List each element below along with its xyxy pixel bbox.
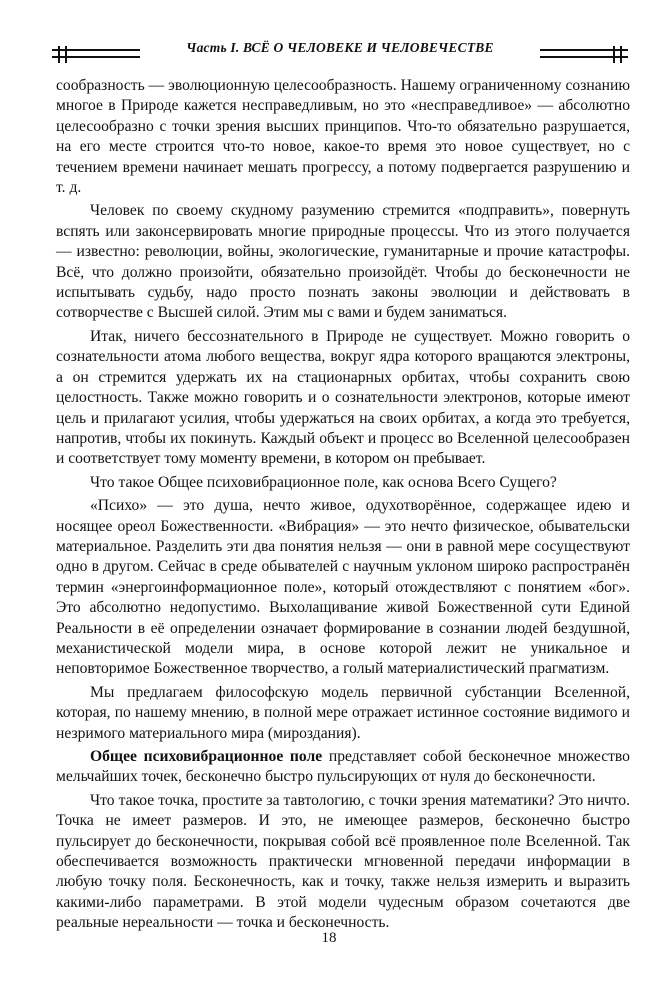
running-header	[52, 40, 628, 70]
body-text	[56, 76, 630, 937]
paragraph: Итак, ничего бессознательного в Природе не существует. Можно говорить о сознательности атома любого вещества, вокруг ядра которого вращаются электроны, а он стремится удержать их на стационарных орбитах, чтобы сохранить свою целостность. Также можно говорить и о сознательности электронов, которые имеют цель и прилагают усилия, чтобы удержаться на своих орбитах, а когда это требуется, напротив, чтобы их покинуть. Каждый объект и процесс во Вселенной целесообразен и соответствует тому моменту времени, в котором он пребывает.	[56, 327, 630, 468]
page-number: 18	[321, 930, 337, 946]
header-ornament-left	[52, 46, 140, 62]
paragraph: Мы предлагаем философскую модель первичной субстанции Вселенной, которая, по нашему мнению, в полной мере отражает истинное состояние видимого и незримого материального мира (мироздания).	[56, 683, 630, 742]
paragraph: «Психо» — это душа, нечто живое, одухотворённое, содержащее идею и носящее ореол Божественности. «Вибрация» — это нечто физическое, обывательски материальное. Разделить эти два понятия нельзя — они в равной мере сосуществуют одно в другом. Сейчас в среде обывателей с научным уклоном широко распространён термин «энергоинформационное поле», который отождествляют с понятием «бог». Это абсолютно недопустимо. Выхолащивание живой Божественной сути Единой Реальности в её определении означает формирование в сознании людей бездушной, механистической модели мира, в основе которой лежит не уникальное и неповторимое Божественное творчество, а голый материалистический прагматизм.	[56, 497, 630, 678]
definition-text: представляет собой бесконечное множество мельчайших точек, бесконечно быстро пульсирующих от нуля до бесконечности.	[56, 748, 630, 786]
term-bold: Общее психовибрационное поле	[90, 748, 323, 765]
header-ornament-right	[540, 46, 628, 62]
paragraph: сообразность — эволюционную целесообразность. Нашему ограниченному сознанию многое в Природе кажется несправедливым, но это «несправедливое» — абсолютно целесообразно с точки зрения высших принципов. Что-то обязательно разрушается, на его месте строится что-то новое, какое-то время это новое существует, но с течением времени начинает мешать прогрессу, а потому подвергается разрушению и т. д.	[56, 77, 630, 197]
paragraph: Что такое Общее психовибрационное поле, как основа Всего Сущего?	[90, 473, 557, 491]
paragraph: Что такое точка, простите за тавтологию, с точки зрения математики? Это ничто. Точка не имеет размеров. И это, не имеющее размеров, бесконечно быстро пульсирует до бесконечности, покрывая собой всё проявленное поле Вселенной. Так обеспечивается возможность практически мгновенной передачи информации в любую точку поля. Бесконечность, как и точку, также нельзя измерить и выразить какими-либо параметрами. В этой модели чудесным образом сочетаются две реальные нереальности — точка и бесконечность.	[56, 791, 630, 932]
paragraph: Человек по своему скудному разумению стремится «подправить», повернуть вспять или законсервировать многие природные процессы. Что из этого получается — известно: революции, войны, экологические, гуманитарные и прочие катастрофы. Всё, что должно произойти, обязательно произойдёт. Чтобы до бесконечности не испытывать судьбу, надо просто познать законы эволюции и действовать в сотворчестве с Высшей силой. Этим мы с вами и будем заниматься.	[56, 202, 630, 322]
paragraph-definition	[56, 747, 630, 788]
running-title: Часть I. ВСЁ О ЧЕЛОВЕКЕ И ЧЕЛОВЕЧЕСТВЕ	[186, 40, 494, 55]
